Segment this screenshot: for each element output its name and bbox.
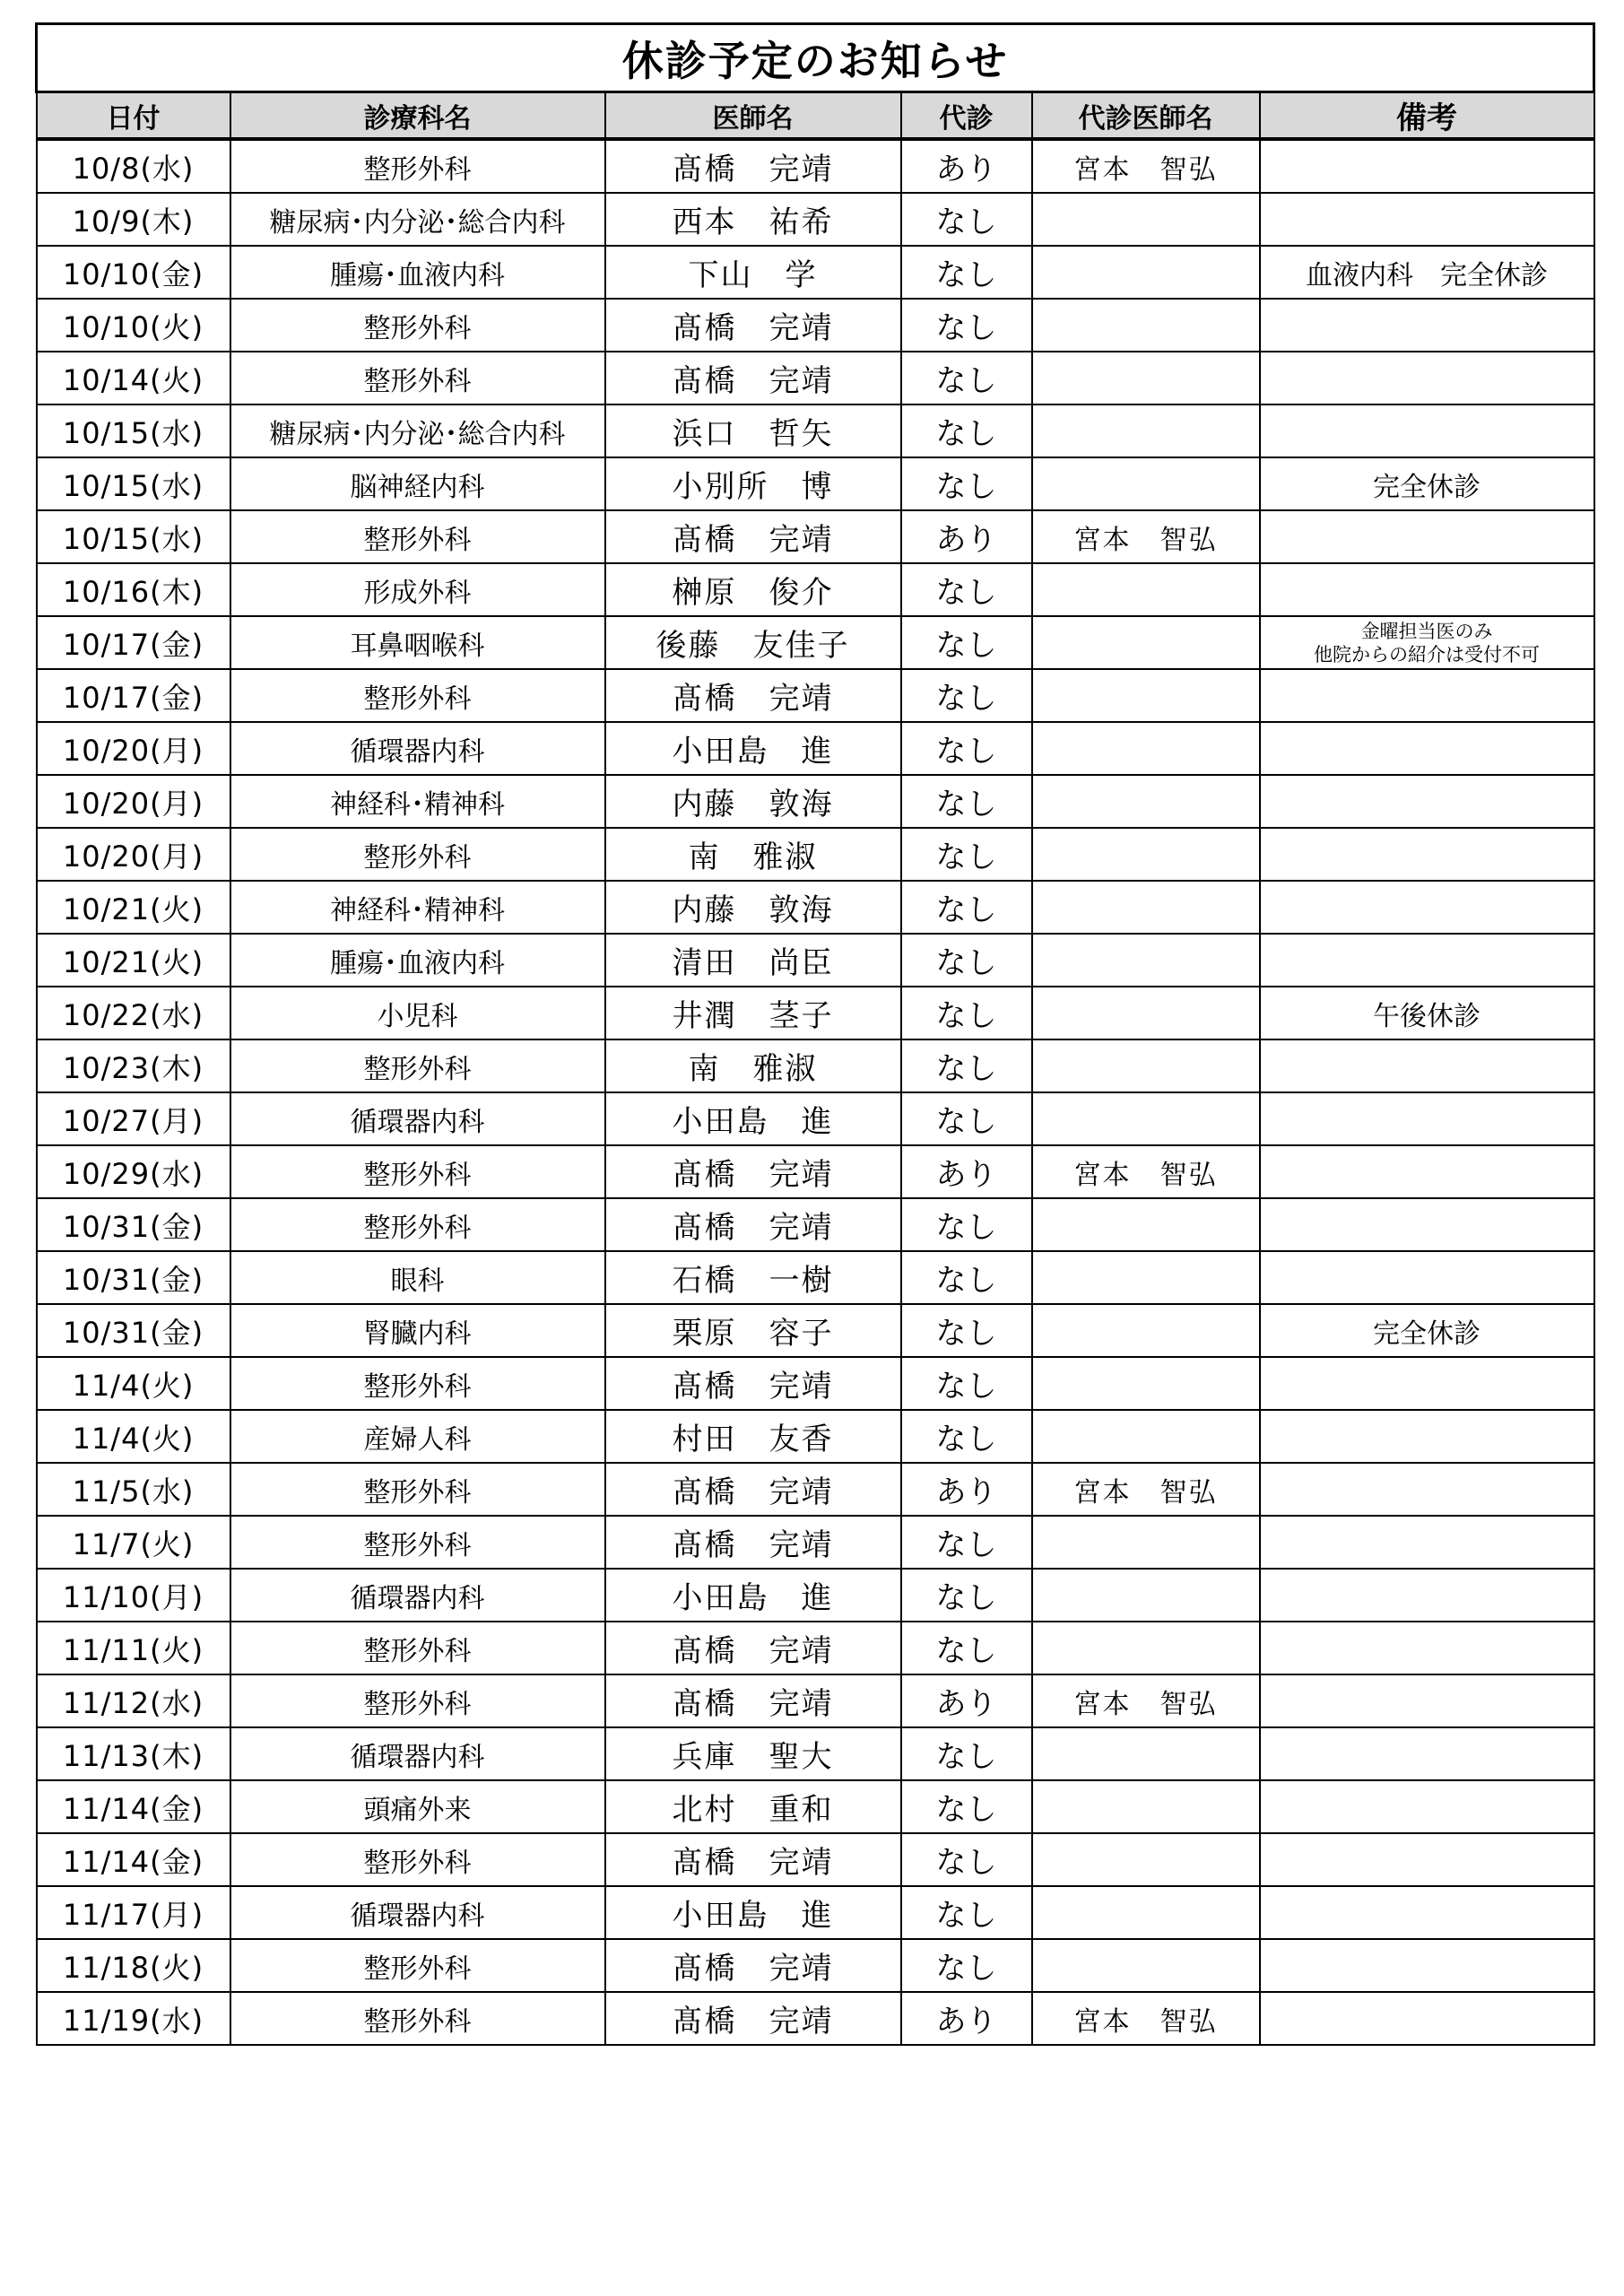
department-cell: 整形外科	[230, 1145, 605, 1198]
substitute-cell: あり	[901, 139, 1032, 193]
date-cell: 11/14(金)	[37, 1833, 230, 1886]
doctor-cell: 髙橋 完靖	[605, 352, 901, 404]
substitute-cell: なし	[901, 1410, 1032, 1463]
schedule-body	[37, 139, 1594, 2045]
notes-cell	[1260, 1198, 1594, 1251]
doctor-cell: 髙橋 完靖	[605, 1463, 901, 1516]
substitute-cell: なし	[901, 563, 1032, 616]
department-cell: 整形外科	[230, 1992, 605, 2045]
header-substitute: 代診	[901, 92, 1032, 140]
notes-cell	[1260, 299, 1594, 352]
substitute-cell: なし	[901, 1304, 1032, 1357]
substitute-cell: あり	[901, 510, 1032, 563]
notes-cell	[1260, 1622, 1594, 1674]
department-cell: 形成外科	[230, 563, 605, 616]
substitute-cell: なし	[901, 1092, 1032, 1145]
table-row	[37, 352, 1594, 404]
substitute-doctor-cell	[1032, 352, 1260, 404]
doctor-cell: 髙橋 完靖	[605, 1622, 901, 1674]
notes-cell	[1260, 934, 1594, 987]
substitute-doctor-cell	[1032, 1039, 1260, 1092]
date-cell: 10/31(金)	[37, 1251, 230, 1304]
doctor-cell: 下山 学	[605, 246, 901, 299]
notes-cell	[1260, 1357, 1594, 1410]
notes-cell	[1260, 669, 1594, 722]
substitute-doctor-cell	[1032, 987, 1260, 1039]
notes-cell	[1260, 1569, 1594, 1622]
notes-cell	[1260, 1251, 1594, 1304]
substitute-doctor-cell	[1032, 457, 1260, 510]
date-cell: 11/7(火)	[37, 1516, 230, 1569]
notes-cell	[1260, 1674, 1594, 1727]
doctor-cell: 髙橋 完靖	[605, 1674, 901, 1727]
doctor-cell: 浜口 哲矢	[605, 404, 901, 457]
table-row	[37, 1727, 1594, 1780]
substitute-doctor-cell	[1032, 404, 1260, 457]
notes-cell	[1260, 1939, 1594, 1992]
substitute-doctor-cell: 宮本 智弘	[1032, 1674, 1260, 1727]
doctor-cell: 髙橋 完靖	[605, 1992, 901, 2045]
substitute-cell: なし	[901, 1886, 1032, 1939]
substitute-cell: なし	[901, 457, 1032, 510]
table-row	[37, 1039, 1594, 1092]
date-cell: 10/20(月)	[37, 722, 230, 775]
substitute-doctor-cell	[1032, 1516, 1260, 1569]
department-cell: 整形外科	[230, 1198, 605, 1251]
date-cell: 10/20(月)	[37, 775, 230, 828]
substitute-doctor-cell	[1032, 775, 1260, 828]
date-cell: 10/15(水)	[37, 404, 230, 457]
department-cell: 整形外科	[230, 828, 605, 881]
substitute-doctor-cell	[1032, 1939, 1260, 1992]
department-cell: 循環器内科	[230, 1569, 605, 1622]
substitute-doctor-cell	[1032, 563, 1260, 616]
substitute-cell: あり	[901, 1145, 1032, 1198]
substitute-doctor-cell	[1032, 616, 1260, 669]
notes-cell	[1260, 1886, 1594, 1939]
date-cell: 10/23(木)	[37, 1039, 230, 1092]
notes-cell	[1260, 1727, 1594, 1780]
doctor-cell: 髙橋 完靖	[605, 139, 901, 193]
department-cell: 整形外科	[230, 1622, 605, 1674]
date-cell: 11/12(水)	[37, 1674, 230, 1727]
substitute-doctor-cell	[1032, 1092, 1260, 1145]
date-cell: 11/19(水)	[37, 1992, 230, 2045]
department-cell: 循環器内科	[230, 1886, 605, 1939]
date-cell: 11/14(金)	[37, 1780, 230, 1833]
date-cell: 10/10(金)	[37, 246, 230, 299]
table-row	[37, 1833, 1594, 1886]
date-cell: 11/10(月)	[37, 1569, 230, 1622]
notes-cell: 血液内科 完全休診	[1260, 246, 1594, 299]
notes-cell	[1260, 1780, 1594, 1833]
doctor-cell: 内藤 敦海	[605, 881, 901, 934]
substitute-doctor-cell	[1032, 828, 1260, 881]
table-row	[37, 1622, 1594, 1674]
substitute-doctor-cell	[1032, 1357, 1260, 1410]
substitute-doctor-cell: 宮本 智弘	[1032, 1145, 1260, 1198]
table-row	[37, 828, 1594, 881]
substitute-doctor-cell	[1032, 1727, 1260, 1780]
doctor-cell: 髙橋 完靖	[605, 1516, 901, 1569]
doctor-cell: 小田島 進	[605, 1569, 901, 1622]
department-cell: 耳鼻咽喉科	[230, 616, 605, 669]
department-cell: 腎臓内科	[230, 1304, 605, 1357]
substitute-cell: なし	[901, 669, 1032, 722]
date-cell: 11/4(火)	[37, 1357, 230, 1410]
substitute-doctor-cell	[1032, 1833, 1260, 1886]
header-notes: 備考	[1260, 92, 1594, 140]
substitute-doctor-cell: 宮本 智弘	[1032, 1463, 1260, 1516]
notes-cell	[1260, 139, 1594, 193]
department-cell: 整形外科	[230, 1039, 605, 1092]
table-row	[37, 246, 1594, 299]
table-row	[37, 1463, 1594, 1516]
substitute-doctor-cell	[1032, 1569, 1260, 1622]
header-department: 診療科名	[230, 92, 605, 140]
notes-cell	[1260, 510, 1594, 563]
doctor-cell: 髙橋 完靖	[605, 510, 901, 563]
substitute-doctor-cell	[1032, 1622, 1260, 1674]
substitute-doctor-cell	[1032, 246, 1260, 299]
table-row	[37, 1410, 1594, 1463]
date-cell: 10/27(月)	[37, 1092, 230, 1145]
substitute-cell: なし	[901, 616, 1032, 669]
doctor-cell: 髙橋 完靖	[605, 1939, 901, 1992]
department-cell: 循環器内科	[230, 722, 605, 775]
substitute-cell: あり	[901, 1463, 1032, 1516]
substitute-cell: なし	[901, 1569, 1032, 1622]
notes-cell	[1260, 1463, 1594, 1516]
doctor-cell: 後藤 友佳子	[605, 616, 901, 669]
table-row	[37, 1145, 1594, 1198]
department-cell: 小児科	[230, 987, 605, 1039]
department-cell: 循環器内科	[230, 1727, 605, 1780]
notes-cell	[1260, 1516, 1594, 1569]
date-cell: 10/17(金)	[37, 616, 230, 669]
date-cell: 11/18(火)	[37, 1939, 230, 1992]
date-cell: 10/10(火)	[37, 299, 230, 352]
substitute-cell: なし	[901, 987, 1032, 1039]
substitute-doctor-cell	[1032, 1410, 1260, 1463]
department-cell: 脳神経内科	[230, 457, 605, 510]
department-cell: 整形外科	[230, 139, 605, 193]
date-cell: 10/31(金)	[37, 1304, 230, 1357]
table-row	[37, 1198, 1594, 1251]
closure-schedule-sheet	[35, 22, 1593, 2046]
doctor-cell: 小別所 博	[605, 457, 901, 510]
table-row	[37, 404, 1594, 457]
table-row	[37, 1780, 1594, 1833]
doctor-cell: 髙橋 完靖	[605, 299, 901, 352]
doctor-cell: 井潤 茎子	[605, 987, 901, 1039]
table-row	[37, 563, 1594, 616]
table-row	[37, 457, 1594, 510]
department-cell: 整形外科	[230, 1674, 605, 1727]
department-cell: 腫瘍･血液内科	[230, 934, 605, 987]
substitute-cell: なし	[901, 1939, 1032, 1992]
substitute-cell: なし	[901, 246, 1032, 299]
notes-cell	[1260, 1833, 1594, 1886]
doctor-cell: 髙橋 完靖	[605, 669, 901, 722]
date-cell: 10/15(水)	[37, 457, 230, 510]
substitute-cell: なし	[901, 1727, 1032, 1780]
doctor-cell: 石橋 一樹	[605, 1251, 901, 1304]
notes-cell	[1260, 563, 1594, 616]
table-row	[37, 1516, 1594, 1569]
doctor-cell: 髙橋 完靖	[605, 1145, 901, 1198]
date-cell: 11/17(月)	[37, 1886, 230, 1939]
notes-cell	[1260, 1145, 1594, 1198]
date-cell: 10/21(火)	[37, 934, 230, 987]
doctor-cell: 髙橋 完靖	[605, 1833, 901, 1886]
doctor-cell: 南 雅淑	[605, 828, 901, 881]
date-cell: 11/4(火)	[37, 1410, 230, 1463]
doctor-cell: 内藤 敦海	[605, 775, 901, 828]
doctor-cell: 髙橋 完靖	[605, 1357, 901, 1410]
substitute-cell: なし	[901, 1516, 1032, 1569]
substitute-cell: なし	[901, 352, 1032, 404]
notes-cell	[1260, 775, 1594, 828]
notes-cell: 午後休診	[1260, 987, 1594, 1039]
notes-cell: 完全休診	[1260, 1304, 1594, 1357]
doctor-cell: 西本 祐希	[605, 193, 901, 246]
notes-cell	[1260, 352, 1594, 404]
date-cell: 10/15(水)	[37, 510, 230, 563]
substitute-cell: なし	[901, 299, 1032, 352]
doctor-cell: 栗原 容子	[605, 1304, 901, 1357]
notes-cell	[1260, 616, 1594, 669]
department-cell: 腫瘍･血液内科	[230, 246, 605, 299]
doctor-cell: 小田島 進	[605, 1092, 901, 1145]
table-row	[37, 1357, 1594, 1410]
substitute-doctor-cell	[1032, 1780, 1260, 1833]
substitute-cell: なし	[901, 1357, 1032, 1410]
substitute-doctor-cell	[1032, 1251, 1260, 1304]
substitute-doctor-cell	[1032, 193, 1260, 246]
page-title: 休診予定のお知らせ	[37, 24, 1594, 92]
doctor-cell: 南 雅淑	[605, 1039, 901, 1092]
table-row	[37, 616, 1594, 669]
substitute-doctor-cell	[1032, 1198, 1260, 1251]
header-row	[37, 92, 1594, 140]
substitute-cell: なし	[901, 193, 1032, 246]
table-row	[37, 299, 1594, 352]
notes-cell	[1260, 1992, 1594, 2045]
substitute-doctor-cell	[1032, 881, 1260, 934]
table-row	[37, 1569, 1594, 1622]
date-cell: 10/14(火)	[37, 352, 230, 404]
notes-cell	[1260, 1039, 1594, 1092]
date-cell: 10/21(火)	[37, 881, 230, 934]
substitute-cell: あり	[901, 1992, 1032, 2045]
department-cell: 神経科･精神科	[230, 775, 605, 828]
doctor-cell: 小田島 進	[605, 722, 901, 775]
substitute-cell: あり	[901, 1674, 1032, 1727]
closure-schedule-table	[35, 22, 1595, 2046]
table-row	[37, 775, 1594, 828]
substitute-doctor-cell	[1032, 934, 1260, 987]
notes-cell	[1260, 828, 1594, 881]
substitute-cell: なし	[901, 934, 1032, 987]
date-cell: 10/8(水)	[37, 139, 230, 193]
department-cell: 整形外科	[230, 1939, 605, 1992]
substitute-doctor-cell: 宮本 智弘	[1032, 510, 1260, 563]
doctor-cell: 榊原 俊介	[605, 563, 901, 616]
substitute-doctor-cell	[1032, 1886, 1260, 1939]
table-row	[37, 139, 1594, 193]
table-row	[37, 1674, 1594, 1727]
substitute-cell: なし	[901, 828, 1032, 881]
substitute-doctor-cell: 宮本 智弘	[1032, 1992, 1260, 2045]
table-row	[37, 669, 1594, 722]
department-cell: 整形外科	[230, 1516, 605, 1569]
substitute-cell: なし	[901, 1833, 1032, 1886]
table-row	[37, 1092, 1594, 1145]
notes-line: 他院からの紹介は受付不可	[1314, 643, 1541, 665]
table-row	[37, 881, 1594, 934]
date-cell: 10/20(月)	[37, 828, 230, 881]
table-row	[37, 722, 1594, 775]
substitute-cell: なし	[901, 404, 1032, 457]
substitute-cell: なし	[901, 881, 1032, 934]
department-cell: 整形外科	[230, 669, 605, 722]
date-cell: 11/11(火)	[37, 1622, 230, 1674]
date-cell: 10/9(木)	[37, 193, 230, 246]
department-cell: 糖尿病･内分泌･総合内科	[230, 193, 605, 246]
date-cell: 10/29(水)	[37, 1145, 230, 1198]
department-cell: 整形外科	[230, 1463, 605, 1516]
notes-cell	[1260, 404, 1594, 457]
doctor-cell: 髙橋 完靖	[605, 1198, 901, 1251]
table-row	[37, 1251, 1594, 1304]
substitute-doctor-cell: 宮本 智弘	[1032, 139, 1260, 193]
table-row	[37, 510, 1594, 563]
table-row	[37, 1304, 1594, 1357]
table-row	[37, 934, 1594, 987]
table-row	[37, 193, 1594, 246]
department-cell: 整形外科	[230, 510, 605, 563]
table-row	[37, 1992, 1594, 2045]
department-cell: 産婦人科	[230, 1410, 605, 1463]
doctor-cell: 北村 重和	[605, 1780, 901, 1833]
substitute-cell: なし	[901, 1780, 1032, 1833]
department-cell: 頭痛外来	[230, 1780, 605, 1833]
department-cell: 神経科･精神科	[230, 881, 605, 934]
substitute-cell: なし	[901, 1039, 1032, 1092]
notes-cell	[1260, 193, 1594, 246]
date-cell: 10/16(木)	[37, 563, 230, 616]
department-cell: 整形外科	[230, 352, 605, 404]
table-row	[37, 1886, 1594, 1939]
department-cell: 糖尿病･内分泌･総合内科	[230, 404, 605, 457]
date-cell: 11/13(木)	[37, 1727, 230, 1780]
substitute-doctor-cell	[1032, 299, 1260, 352]
doctor-cell: 村田 友香	[605, 1410, 901, 1463]
substitute-doctor-cell	[1032, 1304, 1260, 1357]
header-date: 日付	[37, 92, 230, 140]
date-cell: 10/31(金)	[37, 1198, 230, 1251]
table-row	[37, 1939, 1594, 1992]
notes-line: 金曜担当医のみ	[1360, 620, 1493, 642]
substitute-cell: なし	[901, 1198, 1032, 1251]
notes-cell	[1260, 1410, 1594, 1463]
date-cell: 10/17(金)	[37, 669, 230, 722]
department-cell: 眼科	[230, 1251, 605, 1304]
notes-cell	[1260, 881, 1594, 934]
department-cell: 循環器内科	[230, 1092, 605, 1145]
notes-cell	[1260, 722, 1594, 775]
doctor-cell: 小田島 進	[605, 1886, 901, 1939]
notes-cell	[1260, 1092, 1594, 1145]
date-cell: 11/5(水)	[37, 1463, 230, 1516]
substitute-cell: なし	[901, 722, 1032, 775]
department-cell: 整形外科	[230, 1357, 605, 1410]
substitute-cell: なし	[901, 775, 1032, 828]
department-cell: 整形外科	[230, 299, 605, 352]
header-doctor: 医師名	[605, 92, 901, 140]
table-row	[37, 987, 1594, 1039]
notes-cell: 完全休診	[1260, 457, 1594, 510]
substitute-cell: なし	[901, 1251, 1032, 1304]
header-substitute-doctor: 代診医師名	[1032, 92, 1260, 140]
doctor-cell: 清田 尚臣	[605, 934, 901, 987]
substitute-doctor-cell	[1032, 669, 1260, 722]
department-cell: 整形外科	[230, 1833, 605, 1886]
date-cell: 10/22(水)	[37, 987, 230, 1039]
substitute-cell: なし	[901, 1622, 1032, 1674]
doctor-cell: 兵庫 聖大	[605, 1727, 901, 1780]
substitute-doctor-cell	[1032, 722, 1260, 775]
